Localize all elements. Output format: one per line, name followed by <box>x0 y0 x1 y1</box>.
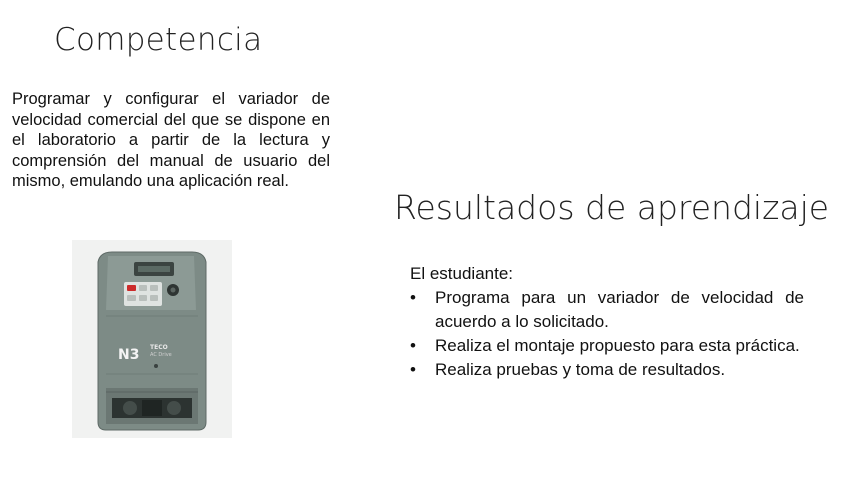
competencia-body: Programar y configurar el variador de velocidad comercial del que se dispone en el laboratorio a partir de la lectura y comprensión del manual de usuario del mismo, emulando una aplicación real. <box>12 90 330 190</box>
device-sub-label: AC Drive <box>150 352 172 358</box>
list-item: • Realiza pruebas y toma de resultados. <box>410 358 804 382</box>
variable-frequency-drive-image <box>72 240 232 438</box>
resultados-intro: El estudiante: <box>410 264 514 283</box>
list-item: • Programa para un variador de velocidad de acuerdo a lo solicitado. <box>410 286 804 334</box>
resultados-list <box>410 286 804 382</box>
device-brand-label: TECO <box>150 344 168 351</box>
competencia-title: Competencia <box>54 22 263 58</box>
list-item: • Realiza el montaje propuesto para esta práctica. <box>410 334 804 358</box>
device-model-label: N3 <box>118 347 140 363</box>
resultados-section <box>410 262 804 382</box>
resultados-title: Resultados de aprendizaje <box>394 188 830 227</box>
